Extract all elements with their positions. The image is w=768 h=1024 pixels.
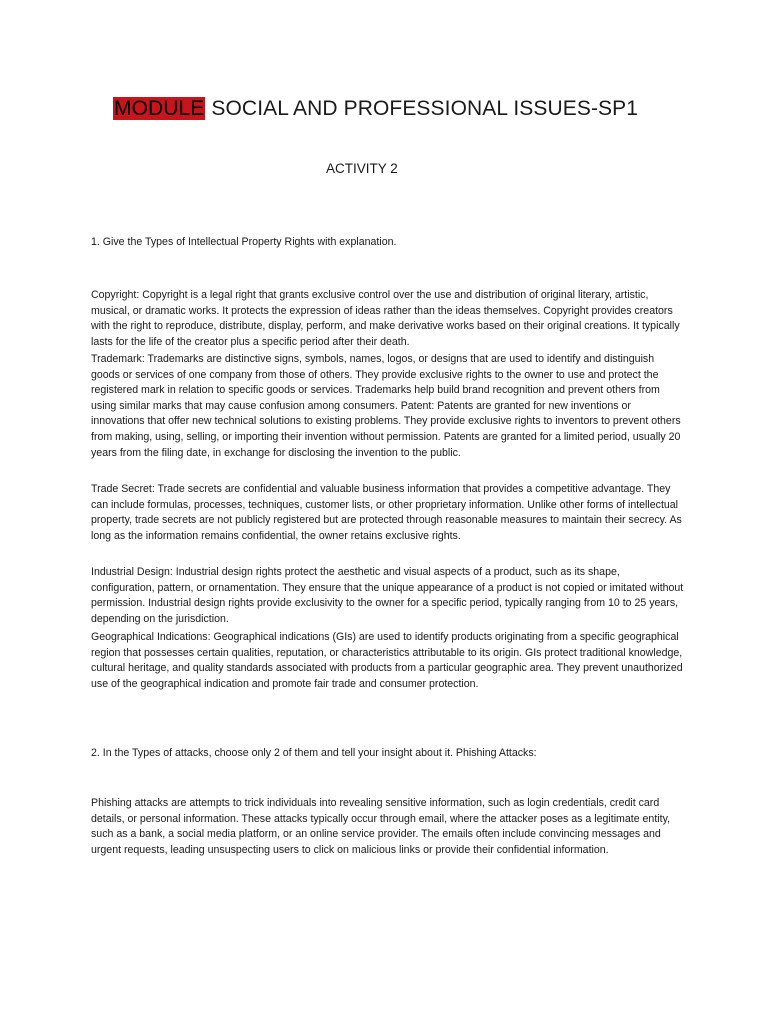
paragraph-industrial-design-text: Industrial Design: Industrial design rights protect the aesthetic and visual aspects of a product, such as its shape, configuration, pattern, or ornamentation. They ensure that the unique appearance of a product is not copied or imitated without permission. Industrial design rights provide exclusivity to the owner for a specific period, typically ranging from 10 to 25 years, depending on the jurisdiction. [91, 566, 684, 625]
course-title: SOCIAL AND PROFESSIONAL ISSUES-SP1 [205, 97, 639, 120]
paragraph-phishing-text: Phishing attacks are attempts to trick individuals into revealing sensitive information, such as login credentials, credit card details, or personal information. These attacks typically occur through email, where the attacker poses as a legitimate entity, such as a bank, a social media platform, or an online service provider. The emails often include convincing messages and urgent requests, leading unsuspecting users to click on malicious links or provide their confidential information. [91, 797, 671, 856]
paragraph-trade-secret-text: Trade Secret: Trade secrets are confidential and valuable business information that provides a competitive advantage. They can include formulas, processes, techniques, customer lists, or other proprietary information. Unlike other forms of intellectual property, trade secrets are not publicly registered but are protected through reasonable measures to maintain their secrecy. As long as the information remains confidential, the owner retains exclusive rights. [91, 483, 682, 542]
paragraph-geographical-indications-text: Geographical Indications: Geographical indications (GIs) are used to identify products originating from a specific geographical region that possesses certain qualities, reputation, or characteristics attributable to its origin. GIs protect traditional knowledge, cultural heritage, and quality standards associated with products from a particular geographic area. They prevent unauthorized use of the geographical indication and promote fair trade and consumer protection. [91, 631, 683, 690]
paragraph-phishing [91, 796, 685, 858]
paragraph-copyright [91, 288, 685, 350]
paragraph-geographical-indications [91, 630, 685, 692]
module-highlight: MODULE [114, 97, 205, 120]
question-1-text: 1. Give the Types of Intellectual Property Rights with explanation. [91, 236, 397, 248]
paragraph-industrial-design [91, 565, 685, 627]
paragraph-copyright-text: Copyright: Copyright is a legal right that grants exclusive control over the use and distribution of original literary, artistic, musical, or dramatic works. It protects the expression of ideas rather than the ideas themselves. Copyright provides creators with the right to reproduce, distribute, display, perform, and make derivative works based on their original creations. It typically lasts for the life of the creator plus a specific period after their death. [91, 289, 680, 348]
paragraph-trademark [91, 352, 685, 461]
paragraph-trademark-text: Trademark: Trademarks are distinctive signs, symbols, names, logos, or designs that are used to identify and distinguish goods or services of one company from those of others. They provide exclusive rights to the owner to use and protect the registered mark in relation to specific goods or services. Trademarks help build brand recognition and prevent others from using similar marks that may cause confusion among consumers. Patent: Patents are granted for new inventions or innovations that offer new technical solutions to existing problems. They provide exclusive rights to inventors to prevent others from making, using, selling, or importing their invention without permission. Patents are granted for a limited period, usually 20 years from the filing date, in exchange for disclosing the invention to the public. [91, 353, 681, 459]
activity-label: ACTIVITY 2 [326, 161, 398, 176]
question-2 [91, 746, 685, 762]
question-1 [91, 235, 685, 251]
question-2-text: 2. In the Types of attacks, choose only 2 of them and tell your insight about it. Phishing Attacks: [91, 747, 537, 759]
paragraph-trade-secret [91, 482, 685, 544]
page-title [113, 96, 638, 122]
